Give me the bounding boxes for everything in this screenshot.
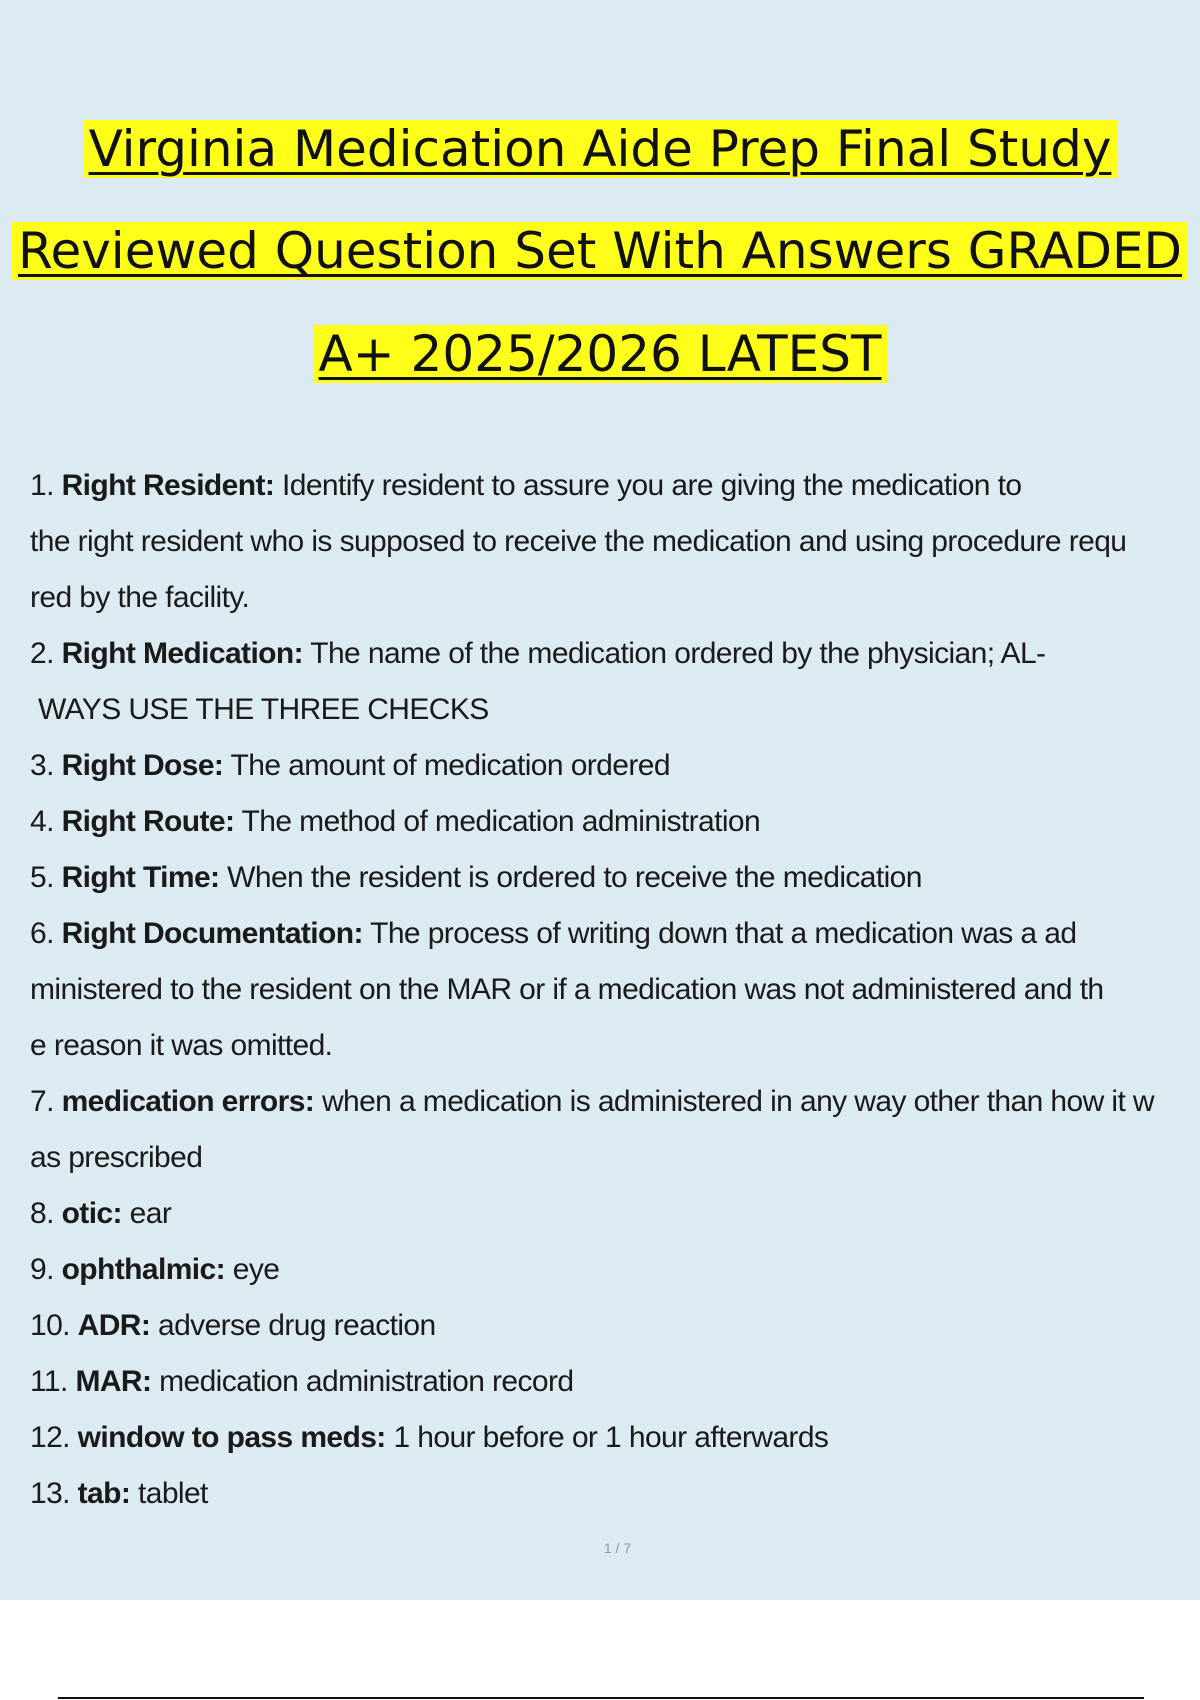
title-line-2: Reviewed Question Set With Answers GRADED bbox=[0, 222, 1200, 280]
list-item: 3. Right Dose: The amount of medication ordered bbox=[30, 749, 670, 782]
list-item: 13. tab: tablet bbox=[30, 1477, 208, 1510]
page-number: 1 / 7 bbox=[603, 1540, 632, 1556]
list-item: 10. ADR: adverse drug reaction bbox=[30, 1309, 436, 1342]
list-item: 6. Right Documentation: The process of writing down that a medication was a ad ministered to the resident on the MAR or if a medication was not administered and th e reason it was omitted. bbox=[30, 917, 1104, 1062]
list-item: 4. Right Route: The method of medication administration bbox=[30, 805, 761, 838]
question-list bbox=[30, 458, 1200, 1522]
list-item: 8. otic: ear bbox=[30, 1197, 172, 1230]
list-item: 12. window to pass meds: 1 hour before or 1 hour afterwards bbox=[30, 1421, 829, 1454]
list-item: 9. ophthalmic: eye bbox=[30, 1253, 280, 1286]
title-line-3: A+ 2025/2026 LATEST bbox=[0, 325, 1200, 383]
page-divider bbox=[58, 1697, 1144, 1699]
title-line-1: Virginia Medication Aide Prep Final Study bbox=[0, 120, 1200, 178]
list-item: 7. medication errors: when a medication is administered in any way other than how it w as prescribed bbox=[30, 1085, 1154, 1174]
list-item: 1. Right Resident: Identify resident to assure you are giving the medication to the right resident who is supposed to receive the medication and using procedure requ red by the facility. bbox=[30, 469, 1127, 614]
list-item: 5. Right Time: When the resident is ordered to receive the medication bbox=[30, 861, 922, 894]
list-item: 2. Right Medication: The name of the medication ordered by the physician; AL- WAYS USE THE THREE CHECKS bbox=[30, 637, 1046, 726]
list-item: 11. MAR: medication administration record bbox=[30, 1365, 574, 1398]
